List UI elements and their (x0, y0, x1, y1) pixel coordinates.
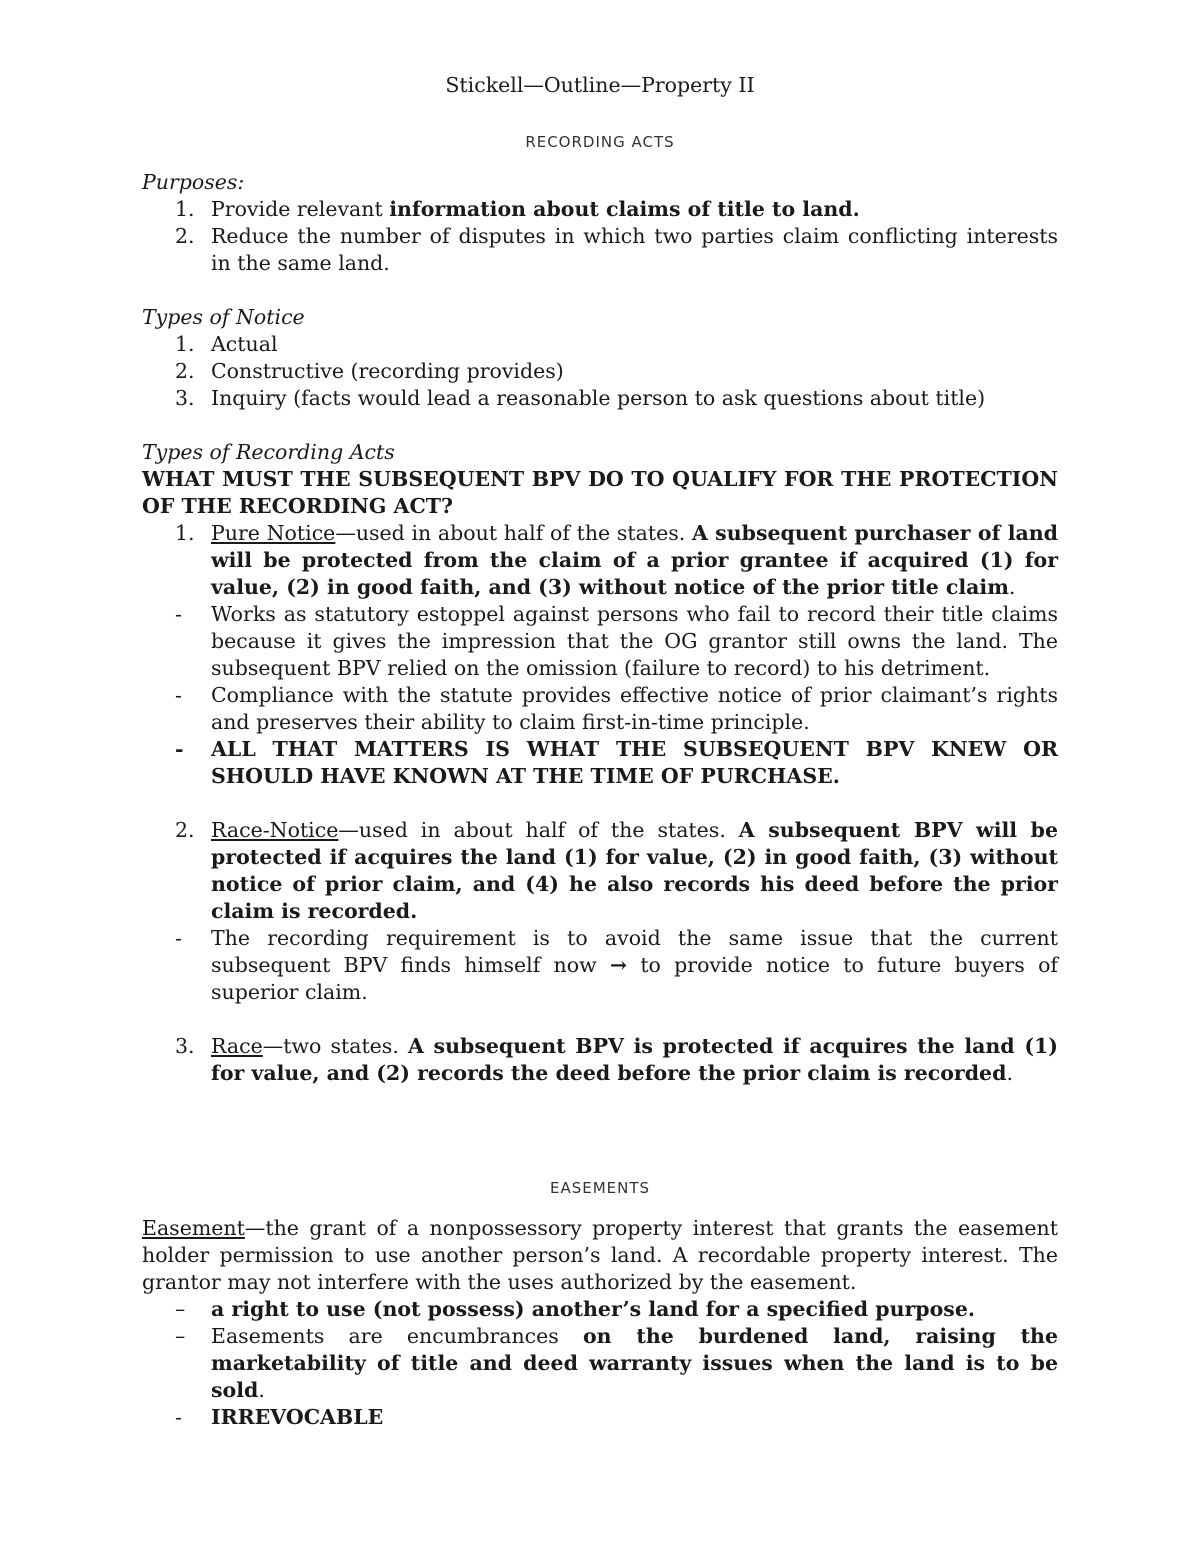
item-number: 1. (175, 197, 195, 221)
dash-marker: – (175, 1324, 186, 1348)
bullet-item-bold (142, 736, 1058, 790)
item-text: Constructive (recording provides) (211, 359, 564, 383)
list-item-race-notice (142, 817, 1058, 925)
item-text: Actual (211, 332, 278, 356)
term-race: Race (211, 1034, 263, 1058)
item-bold-text: A subsequent BPV will be protected if acquires the land (1) for value, (2) in good faith, (3) without notice of prior claim, and (4) he also records his deed before the prior claim is recorded. (211, 818, 1058, 923)
item-bold-text: A subsequent purchaser of land will be protected from the claim of a prior grantee if acquired (1) for value, (2) in good faith, and (3) without notice of the prior title claim (211, 521, 1059, 599)
item-text: Provide relevant (211, 197, 390, 221)
section-heading-easements: EASEMENTS (549, 1179, 651, 1197)
item-end: . (1008, 575, 1016, 599)
dash-marker: - (175, 926, 182, 950)
dash-marker: - (175, 1405, 182, 1429)
bullet-item (142, 1404, 1058, 1431)
bullet-text: Compliance with the statute provides effective notice of prior claimant’s rights and preserves their ability to claim first-in-time principle. (211, 683, 1058, 734)
list-item (142, 223, 1058, 277)
bullet-item (142, 1323, 1058, 1404)
item-end: . (258, 1378, 265, 1402)
bullet-bold-text: on the burdened land, raising the marketability of title and deed warranty issues when the land is to be sold (211, 1324, 1058, 1402)
purposes-list (142, 196, 1058, 277)
term-race-notice: Race-Notice (211, 818, 339, 842)
item-number: 2. (175, 224, 195, 248)
item-end: . (1006, 1061, 1013, 1085)
item-number: 2. (175, 359, 195, 383)
dash-marker: – (175, 1297, 186, 1321)
item-text: Inquiry (facts would lead a reasonable person to ask questions about title) (211, 386, 986, 410)
list-item-pure-notice (142, 520, 1058, 601)
item-number: 3. (175, 386, 195, 410)
definition-text: —the grant of a nonpossessory property interest that grants the easement holder permission to use another person’s land. A recordable property interest. The grantor may not interfere with the uses authorized by the easement. (142, 1216, 1058, 1294)
notice-list (142, 331, 1058, 412)
bullet-item (142, 682, 1058, 736)
item-number: 3. (175, 1034, 195, 1058)
item-number: 1. (175, 332, 195, 356)
list-item (142, 358, 1058, 385)
bullet-bold-text: IRREVOCABLE (211, 1405, 384, 1429)
document-title: Stickell—Outline—Property II (445, 73, 755, 97)
bullet-text: ALL THAT MATTERS IS WHAT THE SUBSEQUENT BPV KNEW OR SHOULD HAVE KNOWN AT THE TIME OF PURCHASE. (211, 737, 1058, 788)
document-page (142, 72, 1058, 1431)
item-bold-text: A subsequent BPV is protected if acquires the land (1) for value, and (2) records the deed before the prior claim is recorded (211, 1034, 1059, 1085)
item-text: Reduce the number of disputes in which two parties claim conflicting interests in the same land. (211, 224, 1058, 275)
bullet-item (142, 1296, 1058, 1323)
list-item (142, 385, 1058, 412)
bullet-item (142, 601, 1058, 682)
item-text: —used in about half of the states. (335, 521, 692, 545)
types-of-recording-acts-label: Types of Recording Acts (142, 440, 395, 464)
item-bold-text: information about claims of title to land. (389, 197, 860, 221)
arrow-icon: → (609, 953, 628, 977)
purposes-label: Purposes: (142, 170, 245, 194)
bullet-text: The recording requirement is to avoid the same issue that the current subsequent BPV finds himself now (211, 926, 1058, 977)
bullet-text: to provide notice to future buyers of superior claim. (211, 953, 1058, 1004)
list-item (142, 331, 1058, 358)
list-item (142, 196, 1058, 223)
bullet-bold-text: a right to use (not possess) another’s land for a specified purpose. (211, 1297, 976, 1321)
bullet-item (142, 925, 1058, 1006)
dash-marker: - (175, 737, 184, 761)
list-item-race (142, 1033, 1058, 1087)
dash-marker: - (175, 602, 182, 626)
dash-marker: - (175, 683, 182, 707)
term-pure-notice: Pure Notice (211, 521, 336, 545)
section-heading-recording-acts: RECORDING ACTS (525, 133, 675, 151)
item-number: 1. (175, 521, 195, 545)
recording-act-question: WHAT MUST THE SUBSEQUENT BPV DO TO QUALIFY FOR THE PROTECTION OF THE RECORDING ACT? (142, 467, 1058, 518)
term-easement: Easement (142, 1216, 245, 1240)
types-of-notice-label: Types of Notice (142, 305, 305, 329)
easement-definition (142, 1215, 1058, 1296)
item-text: —used in about half of the states. (338, 818, 739, 842)
item-text: —two states. (262, 1034, 408, 1058)
item-number: 2. (175, 818, 195, 842)
bullet-text: Easements are encumbrances (211, 1324, 583, 1348)
bullet-text: Works as statutory estoppel against persons who fail to record their title claims because it gives the impression that the OG grantor still owns the land. The subsequent BPV relied on the omission (failure to record) to his detriment. (211, 602, 1058, 680)
